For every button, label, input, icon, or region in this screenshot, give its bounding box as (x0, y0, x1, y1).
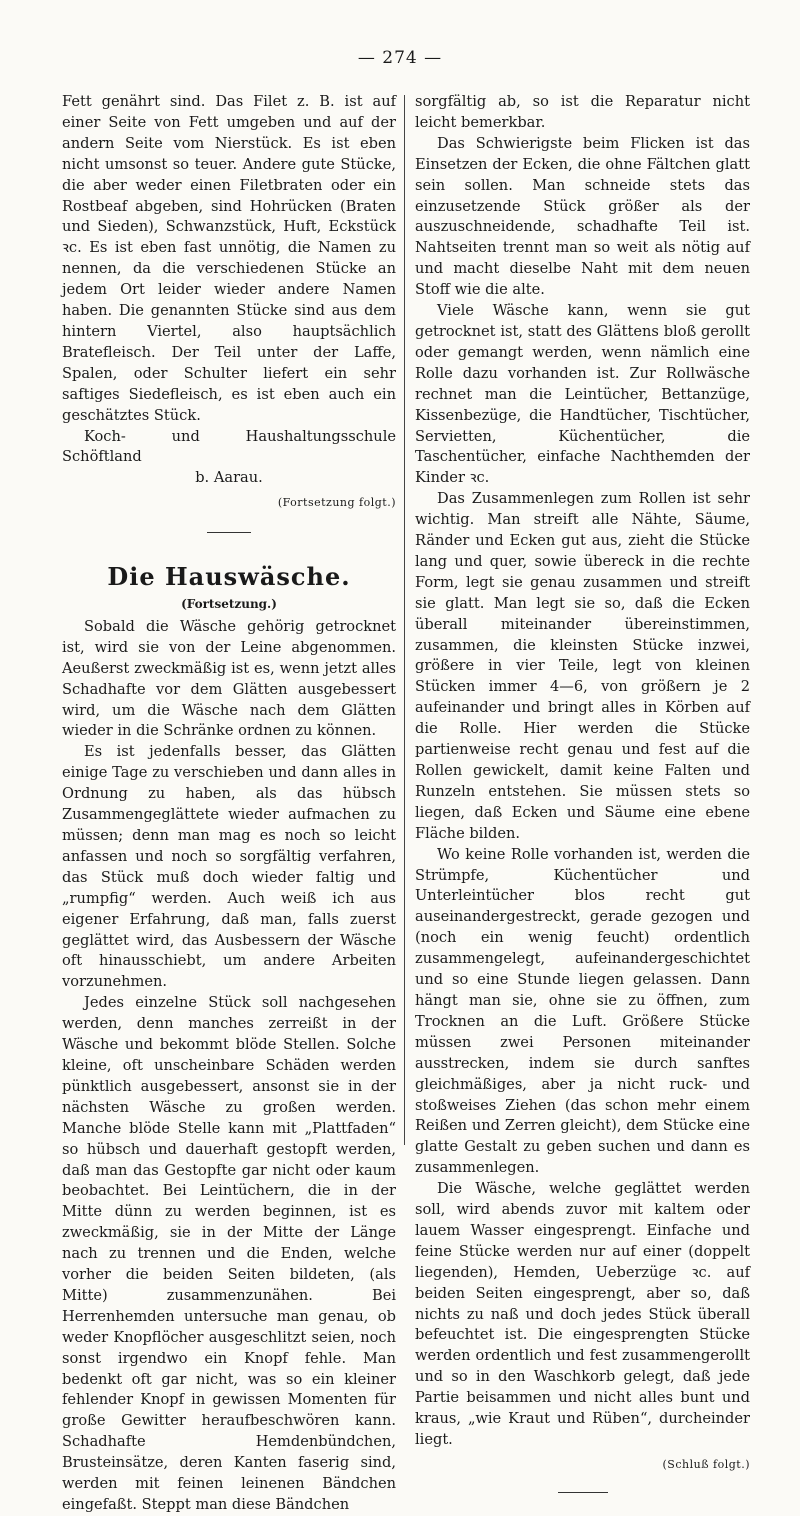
paragraph: Sobald die Wäsche gehörig getrocknet ist, wird sie von der Leine abgenommen. Aeußerst zweckmäßig ist es, wenn jetzt alles Schadhafte vor dem Glätten ausgebessert wird, um die Wäsche nach dem Glätten wieder in die Schränke ordnen zu können. (62, 617, 396, 740)
article-subtitle: (Fortsetzung.) (181, 597, 277, 612)
paragraph: Jedes einzelne Stück soll nachgesehen werden, denn manches zerreißt in der Wäsche und bekommt blöde Stellen. Solche kleine, oft unscheinbare Schäden werden pünktlich ausgebessert, ansonst sie in der nächsten Wäsche zu großen werden. Manche blöde Stelle kann mit „Plattfaden“ so hübsch und dauerhaft gestopft werden, daß man das Gestopfte gar nicht oder kaum beobachtet. Bei Leintüchern, die in der Mitte dünn zu werden beginnen, ist es zweckmäßig, sie in der Mitte der Länge nach zu trennen und die Enden, welche vorher die beiden Seiten bildeten, (als Mitte) zusammenzunähen. Bei Herrenhemden untersuche man genau, ob weder Knopflöcher ausgeschlitzt seien, noch sonst irgendwo ein Knopf fehle. Man bedenkt oft gar nicht, was so ein kleiner fehlender Knopf in gewissen Momenten für große Gewitter heraufbeschwören kann. Schadhafte Hemdenbündchen, Brusteinsätze, deren Kanten faserig sind, werden mit feinen leinenen Bändchen eingefaßt. Steppt man diese Bändchen (62, 994, 396, 1513)
section-separator (558, 1492, 608, 1493)
paragraph: Die Wäsche, welche geglättet werden soll, wird abends zuvor mit kaltem oder lauem Wasser eingesprengt. Einfache und feine Stücke werden nur auf einer (doppelt liegenden), Hemden, Ueberzüge ꝛc. auf beiden Seiten eingesprengt, aber so, daß nichts zu naß und doch jedes Stück überall befeuchtet ist. Die eingesprengten Stücke werden ordentlich und fest zusammengerollt und so in den Waschkorb gelegt, daß jede Partie beisammen und nicht alles bunt und kraus, „wie Kraut und Rüben“, durcheinder liegt. (415, 1180, 750, 1448)
author-signature: Koch- und Haushaltungsschule Schöftland (62, 427, 396, 466)
paragraph: Wo keine Rolle vorhanden ist, werden die Strümpfe, Küchentücher und Unterleintücher blos recht gut auseinandergestreckt, gerade gezogen und (noch ein wenig feucht) ordentlich zusammengelegt, aufeinandergeschichtet und so eine Stunde liegen gelassen. Dann hängt man sie, ohne sie zu öffnen, zum Trocknen an die Luft. Größere Stücke müssen zwei Personen miteinander ausstrecken, indem sie durch sanftes gleichmäßiges, aber ja nicht ruck- und stoßweises Ziehen (das schon mehr einem Reißen und Zerren gleicht), dem Stücke eine glatte Gestalt zu geben suchen und dann es zusammenlegen. (415, 845, 750, 1177)
column-divider (404, 95, 405, 1145)
paragraph: Viele Wäsche kann, wenn sie gut getrocknet ist, statt des Glättens bloß gerollt oder gemangt werden, wenn nämlich eine Rolle dazu vorhanden ist. Zur Rollwäsche rechnet man die Leintücher, Bettanzüge, Kissenbezüge, die Handtücher, Tischtücher, Servietten, Küchentücher, die Taschentücher, einfache Nachthemden der Kinder ꝛc. (415, 302, 750, 487)
paragraph: sorgfältig ab, so ist die Reparatur nicht leicht bemerkbar. (415, 93, 750, 131)
section-separator (207, 532, 251, 533)
paragraph: Das Zusammenlegen zum Rollen ist sehr wichtig. Man streift alle Nähte, Säume, Ränder und Ecken gut aus, zieht die Stücke lang und quer, sowie übereck in die rechte Form, legt sie genau zusammen und streift sie glatt. Man legt sie so, daß die Ecken überall miteinander übereinstimmen, zusammen, die kleinsten Stücke inzwei, größere in vier Teile, legt von kleinen Stücken immer 4—6, von größern je 2 aufeinander und bringt alles in Körben auf die Rolle. Hier werden die Stücke partienweise recht genau und fest auf die Rollen gewickelt, damit keine Falten und Runzeln entstehen. Sie müssen stets so liegen, daß Ecken und Säume eine ebene Fläche bilden. (415, 490, 750, 842)
paragraph: Fett genährt sind. Das Filet z. B. ist auf einer Seite von Fett umgeben und auf der andern Seite vom Nierstück. Es ist eben nicht umsonst so teuer. Andere gute Stücke, die aber weder einen Filetbraten oder ein Rostbeaf abgeben, sind Hohrücken (Braten und Sieden), Schwanzstück, Huft, Eckstück ꝛc. Es ist eben fast unnötig, die Namen zu nennen, da die verschiedenen Stücke an jedem Ort leider wieder andere Namen haben. Die genannten Stücke sind aus dem hintern Viertel, also hauptsächlich Bratefleisch. Der Teil unter der Laffe, Spalen, oder Schulter liefert ein sehr saftiges Siedefleisch, es ist eben auch ein geschätztes Stück. (62, 93, 396, 424)
author-location: b. Aarau. (195, 469, 263, 487)
paragraph: Das Schwierigste beim Flicken ist das Einsetzen der Ecken, die ohne Fältchen glatt sein sollen. Man schneide stets das einzusetzende Stück größer als der auszuschneidende, schadhafte Teil ist. Nahtseiten trennt man so weit als nötig auf und macht dieselbe Naht mit dem neuen Stoff wie die alte. (415, 134, 750, 299)
end-note: (Schluß folgt.) (662, 1457, 750, 1471)
page-number: — 274 — (357, 48, 443, 68)
continued-note: (Fortsetzung folgt.) (277, 496, 396, 510)
left-column (62, 92, 396, 1516)
right-column (415, 92, 750, 1493)
paragraph: Es ist jedenfalls besser, das Glätten einige Tage zu verschieben und dann alles in Ordnung zu haben, als das hübsch Zusammengeglättete wieder aufmachen zu müssen; denn man mag es noch so leicht anfassen und noch so sorgfältig verfahren, das Stück muß doch wieder faltig und „rumpfig“ werden. Auch weiß ich aus eigener Erfahrung, daß man, falls zuerst geglättet wird, das Ausbessern der Wäsche oft hinausschiebt, um andere Arbeiten vorzunehmen. (62, 743, 396, 991)
article-title: Die Hauswäsche. (107, 562, 351, 592)
